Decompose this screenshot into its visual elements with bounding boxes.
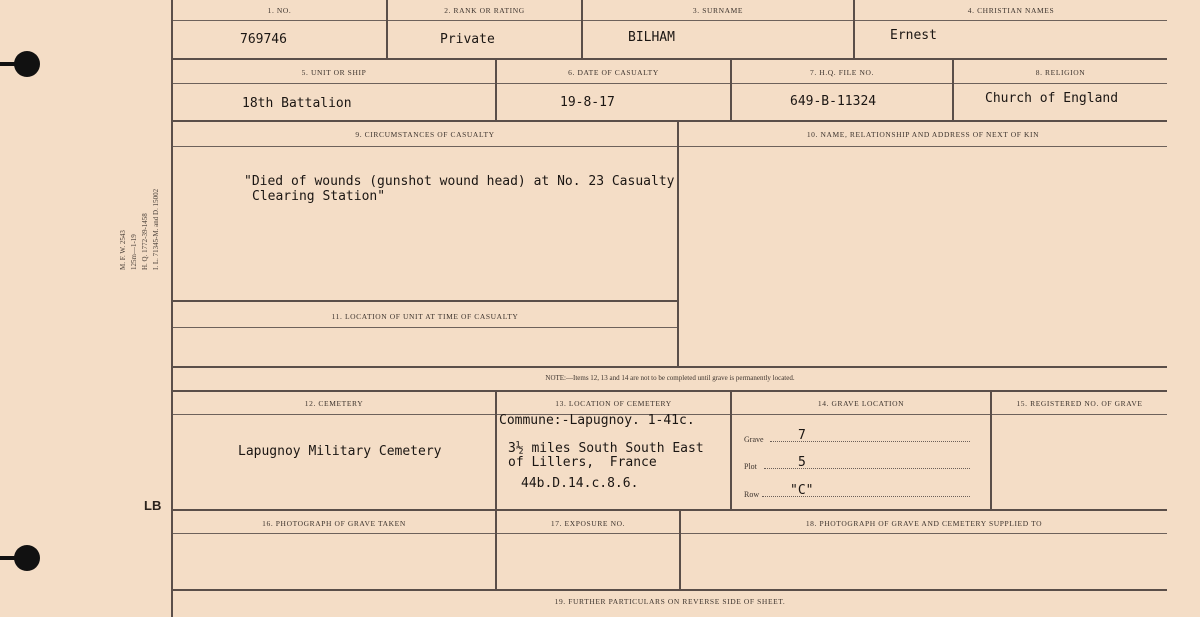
value-commune: Commune:-Lapugnoy. 1-41c. bbox=[499, 413, 695, 428]
value-date: 19-8-17 bbox=[560, 95, 615, 110]
value-loc-line2: of Lillers, France bbox=[508, 455, 657, 470]
header-location-cemetery: 13. LOCATION OF CEMETERY bbox=[555, 399, 672, 408]
value-circumstances-line1: "Died of wounds (gunshot wound head) at No. 23 Casualty bbox=[244, 174, 675, 189]
side-print-line1: M. F. W. 2543 bbox=[119, 230, 127, 270]
header-grave-location: 14. GRAVE LOCATION bbox=[817, 399, 905, 408]
side-print-line2: 125m—1-19 bbox=[130, 234, 138, 270]
header-circumstances: 9. CIRCUMSTANCES OF CASUALTY bbox=[355, 130, 495, 139]
header-registered-no: 15. REGISTERED NO. OF GRAVE bbox=[1016, 399, 1143, 408]
header-religion: 8. RELIGION bbox=[1035, 68, 1086, 77]
header-unit: 5. UNIT OR SHIP bbox=[301, 68, 367, 77]
value-grave: 7 bbox=[798, 428, 806, 443]
value-loc-line1: 3½ miles South South East bbox=[508, 441, 704, 456]
value-rank: Private bbox=[440, 32, 495, 47]
header-hq: 7. H.Q. FILE NO. bbox=[810, 68, 874, 77]
header-kin: 10. NAME, RELATIONSHIP AND ADDRESS OF NEXT OF KIN bbox=[806, 130, 1040, 139]
value-surname: BILHAM bbox=[628, 30, 675, 45]
value-hq: 649-B-11324 bbox=[790, 94, 877, 109]
label-row: Row bbox=[744, 490, 760, 499]
punch-hole-top bbox=[14, 51, 40, 77]
value-religion: Church of England bbox=[985, 91, 1119, 106]
value-circumstances-line2: Clearing Station" bbox=[252, 189, 386, 204]
header-christian: 4. CHRISTIAN NAMES bbox=[967, 6, 1055, 15]
header-further: 19. FURTHER PARTICULARS ON REVERSE SIDE OF SHEET. bbox=[554, 597, 786, 606]
note-text: NOTE:—Items 12, 13 and 14 are not to be completed until grave is permanently located. bbox=[545, 374, 795, 382]
header-surname: 3. SURNAME bbox=[692, 6, 744, 15]
side-print-line3: H. Q. 1772-39-1458 bbox=[141, 213, 149, 270]
header-photo-taken: 16. PHOTOGRAPH OF GRAVE TAKEN bbox=[262, 519, 406, 528]
side-print bbox=[118, 189, 162, 270]
header-no: 1. NO. bbox=[267, 6, 292, 15]
value-no: 769746 bbox=[240, 32, 287, 47]
lb-mark: LB bbox=[144, 498, 162, 513]
value-unit: 18th Battalion bbox=[242, 96, 352, 111]
label-grave: Grave bbox=[744, 435, 764, 444]
value-christian: Ernest bbox=[890, 28, 937, 43]
value-row: "C" bbox=[790, 483, 814, 498]
value-cemetery: Lapugnoy Military Cemetery bbox=[238, 444, 442, 459]
value-loc-line3: 44b.D.14.c.8.6. bbox=[521, 476, 639, 491]
header-cemetery: 12. CEMETERY bbox=[304, 399, 364, 408]
header-exposure: 17. EXPOSURE NO. bbox=[550, 519, 626, 528]
label-plot: Plot bbox=[744, 462, 757, 471]
header-photo-supplied: 18. PHOTOGRAPH OF GRAVE AND CEMETERY SUPPLIED TO bbox=[805, 519, 1043, 528]
punch-hole-bottom bbox=[14, 545, 40, 571]
header-location-unit: 11. LOCATION OF UNIT AT TIME OF CASUALTY bbox=[331, 312, 519, 321]
header-date: 6. DATE OF CASUALTY bbox=[568, 68, 659, 77]
value-plot: 5 bbox=[798, 455, 806, 470]
header-rank: 2. RANK OR RATING bbox=[444, 6, 525, 15]
side-print-line4: I. L. 71345-M. and D. 15002 bbox=[152, 188, 160, 270]
